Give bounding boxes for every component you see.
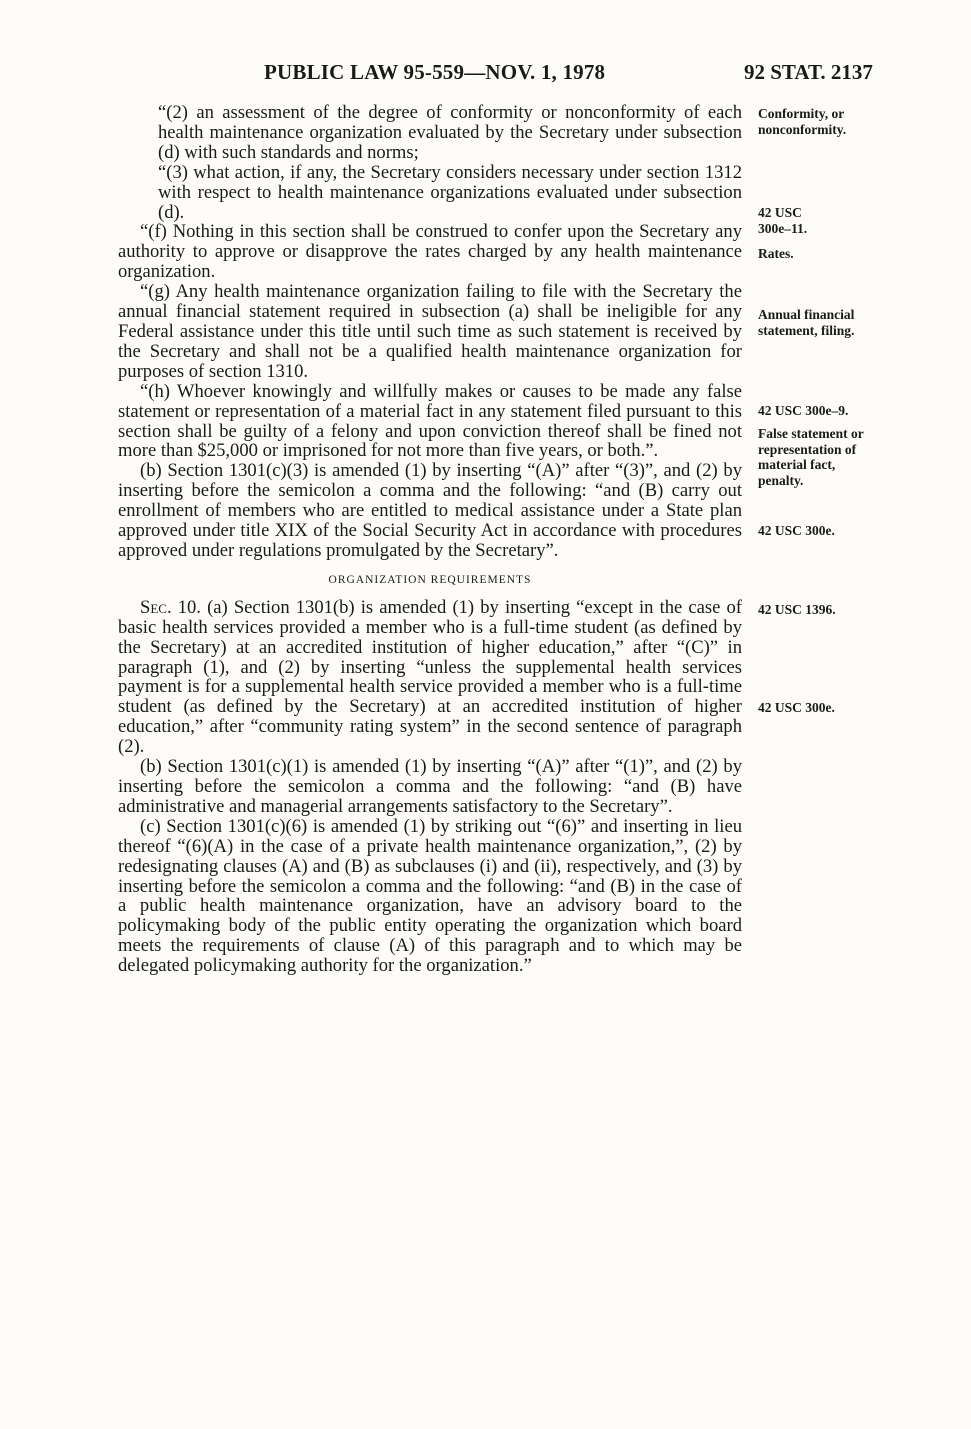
margin-note-conformity: Conformity, or nonconformity. — [758, 106, 847, 137]
subsection-h: “(h) Whoever knowingly and willfully makes or causes to be made any false statement or representation of a material fact in any statement filed pursuant to this section shall be guilty of a felony and upon conviction thereof shall be fined not more than $25,000 or imprisoned for not more than five years, or both.”. — [118, 380, 742, 462]
margin-note-usc-300e-11: 42 USC 300e–11. — [758, 205, 808, 236]
section-10-a-text: (a) Section 1301(b) is amended (1) by inserting “except in the case of basic health services provided a member who is a full-time student (as defined by the Secretary) at an accredited institution of higher education,” after “(C)” in paragraph (1), and (2) by inserting “unless the supplemental health services payment is for a supplemental health service provided a member who is a full-time student (as defined by the Secretary) at an accredited institution of higher education,” after “community rating system” in the second sentence of paragraph (2). — [118, 596, 742, 758]
margin-note-usc-300e-first: 42 USC 300e. — [758, 523, 835, 538]
body-text — [118, 103, 742, 976]
margin-note-annual-statement: Annual financial statement, filing. — [758, 307, 855, 338]
statute-page-reference: 92 STAT. 2137 — [744, 60, 873, 84]
margin-note-false-statement: False statement or representation of material fact, penalty. — [758, 426, 864, 488]
section-b-amendment: (b) Section 1301(c)(3) is amended (1) by inserting “(A)” after “(3)”, and (2) by inserting before the semicolon a comma and the following: “and (B) carry out enrollment of members who are entitled to medical assistance under a State plan approved under title XIX of the Social Security Act in accordance with procedures approved under regulations promulgated by the Secretary”. — [118, 460, 742, 561]
running-header-title: PUBLIC LAW 95-559—NOV. 1, 1978 — [264, 60, 606, 84]
section-heading: ORGANIZATION REQUIREMENTS — [328, 573, 532, 586]
section-10-c: (c) Section 1301(c)(6) is amended (1) by striking out “(6)” and inserting in lieu thereof “(6)(A) in the case of a private health maintenance organization,”, (2) by redesignating clauses (A) and (B) as subclauses (i) and (ii), respectively, and (3) by inserting before the semicolon a comma and the following: “and (B) in the case of a public health maintenance organization, have an advisory board to the policymaking body of the public entity operating the organization which board meets the requirements of clause (A) of this paragraph and to which may be delegated policymaking authority for the organization.” — [118, 815, 742, 977]
section-10-b: (b) Section 1301(c)(1) is amended (1) by inserting “(A)” after “(1)”, and (2) by inserting before the semicolon a comma and the following: “and (B) have administrative and managerial arrangements satisfactory to the Secretary”. — [118, 756, 742, 817]
paragraph-2: “(2) an assessment of the degree of conformity or nonconformity of each health maintenance organization evaluated by the Secretary under subsection (d) with such standards and norms; — [158, 102, 742, 163]
margin-note-usc-300e-9: 42 USC 300e–9. — [758, 403, 849, 418]
subsection-f: “(f) Nothing in this section shall be construed to confer upon the Secretary any authority to approve or disapprove the rates charged by any health maintenance organization. — [118, 221, 742, 283]
margin-note-usc-1396: 42 USC 1396. — [758, 602, 836, 617]
margin-note-usc-300e-second: 42 USC 300e. — [758, 700, 835, 715]
quoted-subparagraphs — [158, 103, 742, 222]
subsection-g: “(g) Any health maintenance organization failing to file with the Secretary the annual financial statement required in subsection (a) shall be ineligible for any Federal assistance under this title until such time as such statement is received by the Secretary and shall not be a qualified health maintenance organization for purposes of section 1310. — [118, 281, 742, 382]
margin-note-rates: Rates. — [758, 246, 794, 261]
section-label: Sec. 10. — [140, 596, 201, 618]
section-10-a — [118, 598, 742, 757]
paragraph-3: “(3) what action, if any, the Secretary considers necessary under section 1312 with respect to health maintenance organizations evaluated under subsection (d). — [158, 161, 742, 223]
